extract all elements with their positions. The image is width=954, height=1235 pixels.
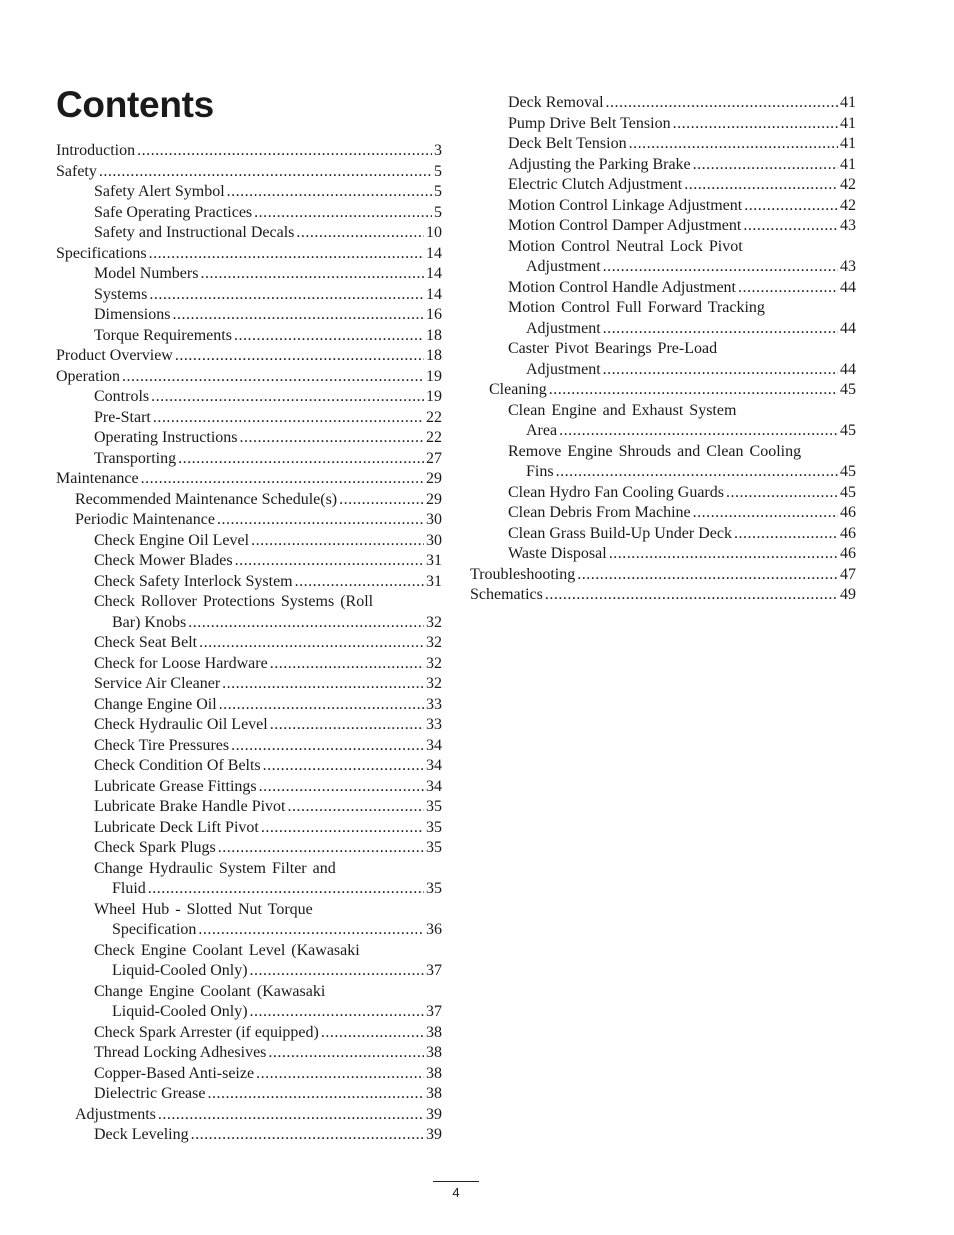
toc-entry-title: Safety and Instructional Decals (94, 224, 295, 241)
toc-entry-title[interactable]: Motion Control Neutral Lock Pivot (508, 237, 743, 255)
toc-page-number: 3 (434, 142, 442, 159)
toc-page-number: 37 (426, 962, 442, 979)
toc-entry-continuation: Liquid-Cooled Only) (112, 1003, 248, 1020)
toc-entry[interactable] (56, 490, 442, 511)
toc-entry[interactable] (56, 1084, 442, 1105)
toc-page-number: 49 (840, 586, 856, 603)
toc-entry-title: Change Engine Oil (94, 695, 217, 713)
toc-entry[interactable] (56, 531, 442, 552)
toc-page-number: 5 (434, 203, 442, 221)
toc-entry-title: Specifications (56, 244, 147, 262)
dot-leader (743, 216, 838, 237)
toc-entry-title: Electric Clutch Adjustment (508, 176, 683, 193)
dot-leader (693, 155, 838, 176)
toc-entry-title: Check Engine Oil Level (94, 531, 250, 549)
toc-page-number: 14 (426, 265, 442, 282)
toc-entry-title: Check Mower Blades (94, 552, 233, 569)
toc-entry-title: Dimensions (94, 306, 171, 323)
dot-leader (158, 1105, 424, 1126)
toc-entry-continuation: Area (526, 422, 558, 439)
dot-leader (263, 756, 424, 777)
toc-page-number: 22 (426, 408, 442, 426)
toc-entry-title: Check Seat Belt (94, 634, 198, 651)
toc-entry[interactable] (56, 777, 442, 798)
page-number: 4 (452, 1185, 460, 1200)
toc-entry[interactable] (56, 449, 442, 470)
toc-entry[interactable] (470, 565, 856, 586)
toc-page-number: 30 (426, 511, 442, 528)
toc-entry-title: Operation (56, 367, 120, 385)
dot-leader (296, 223, 424, 244)
toc-entry[interactable] (56, 367, 442, 388)
dot-leader (231, 736, 424, 757)
toc-entry[interactable] (470, 319, 856, 340)
dot-leader (295, 572, 424, 593)
dot-leader (603, 257, 838, 278)
dot-leader (99, 162, 432, 183)
toc-entry[interactable] (470, 175, 856, 196)
dot-leader (556, 462, 838, 483)
toc-entry-title[interactable]: Change Hydraulic System Filter and (94, 859, 336, 877)
toc-entry[interactable] (56, 654, 442, 675)
toc-entry-title[interactable]: Wheel Hub - Slotted Nut Torque (94, 900, 313, 918)
toc-entry[interactable] (56, 551, 442, 572)
toc-entry[interactable] (56, 1043, 442, 1064)
dot-leader (321, 1023, 424, 1044)
toc-page-number: 19 (426, 367, 442, 385)
toc-entry-title: Pump Drive Belt Tension (508, 114, 671, 132)
toc-entry[interactable] (470, 257, 856, 278)
toc-entry[interactable] (470, 524, 856, 545)
toc-entry[interactable] (56, 428, 442, 449)
toc-page-number: 37 (426, 1003, 442, 1020)
dot-leader (726, 483, 838, 504)
toc-entry[interactable] (56, 182, 442, 203)
dot-leader (738, 278, 838, 299)
toc-page-number: 42 (840, 176, 856, 193)
toc-entry-title: Safe Operating Practices (94, 203, 253, 221)
toc-page-number: 42 (840, 196, 856, 214)
toc-page-number: 44 (840, 278, 856, 296)
dot-leader (251, 531, 424, 552)
toc-entry-continuation: Fins (526, 463, 554, 480)
toc-entry-title: Recommended Maintenance Schedule(s) (75, 490, 338, 508)
toc-entry[interactable] (56, 408, 442, 429)
toc-entry[interactable] (470, 155, 856, 176)
toc-page-number: 29 (426, 490, 442, 508)
toc-entry[interactable] (56, 223, 442, 244)
toc-entry[interactable] (56, 203, 442, 224)
toc-entry-continuation: Specification (112, 921, 197, 938)
toc-page-number: 45 (840, 422, 856, 439)
dot-leader (673, 114, 838, 135)
toc-entry[interactable] (470, 462, 856, 483)
dot-leader (693, 503, 838, 524)
toc-entry-title: Lubricate Deck Lift Pivot (94, 818, 259, 836)
toc-page-number: 31 (426, 572, 442, 590)
toc-entry-title: Operating Instructions (94, 429, 238, 446)
dot-leader (270, 715, 424, 736)
toc-page-number: 45 (840, 463, 856, 480)
toc-entry[interactable] (470, 134, 856, 155)
toc-entry-title: Troubleshooting (470, 565, 576, 583)
dot-leader (270, 654, 424, 675)
dot-leader (250, 1002, 424, 1023)
toc-entry[interactable] (56, 633, 442, 654)
toc-entry-title[interactable]: Check Engine Coolant Level (Kawasaki (94, 941, 360, 959)
toc-entry[interactable] (56, 572, 442, 593)
dot-leader (222, 674, 424, 695)
toc-entry-title: Schematics (470, 586, 543, 603)
toc-entry[interactable] (56, 879, 442, 900)
toc-entry[interactable] (56, 510, 442, 531)
dot-leader (559, 421, 838, 442)
toc-entry[interactable] (56, 285, 442, 306)
toc-entry[interactable] (56, 818, 442, 839)
toc-entry[interactable] (56, 264, 442, 285)
toc-entry-title: Product Overview (56, 347, 173, 364)
toc-entry-title[interactable]: Change Engine Coolant (Kawasaki (94, 982, 326, 1000)
toc-page-number: 35 (426, 798, 442, 815)
toc-entry-title: Introduction (56, 142, 136, 159)
toc-entry-title: Check Tire Pressures (94, 736, 230, 754)
toc-entry-title[interactable]: Clean Engine and Exhaust System (508, 401, 737, 419)
toc-entry[interactable] (56, 141, 442, 162)
page-title: Contents (56, 84, 214, 125)
toc-entry[interactable] (470, 544, 856, 565)
toc-entry-title: Check Spark Arrester (if equipped) (94, 1023, 319, 1041)
toc-entry-title: Safety Alert Symbol (94, 183, 225, 200)
toc-page-number: 41 (840, 94, 856, 111)
toc-entry-title: Waste Disposal (508, 545, 607, 562)
toc-entry-title: Copper-Based Anti-seize (94, 1064, 255, 1082)
toc-entry[interactable] (470, 114, 856, 135)
toc-entry[interactable] (56, 162, 442, 183)
toc-page-number: 30 (426, 531, 442, 549)
toc-page-number: 33 (426, 695, 442, 713)
dot-leader (545, 585, 838, 606)
toc-entry[interactable] (470, 503, 856, 524)
toc-entry[interactable] (56, 961, 442, 982)
toc-entry-title: Motion Control Handle Adjustment (508, 278, 736, 296)
toc-entry-title: Adjusting the Parking Brake (508, 155, 691, 173)
toc-page-number: 47 (840, 565, 856, 583)
toc-entry[interactable] (56, 244, 442, 265)
toc-entry[interactable] (56, 1105, 442, 1126)
toc-entry[interactable] (470, 196, 856, 217)
toc-page-number: 18 (426, 326, 442, 344)
dot-leader (200, 264, 424, 285)
dot-leader (172, 305, 424, 326)
toc-entry[interactable] (470, 93, 856, 114)
toc-column-left (56, 141, 442, 1146)
toc-entry-title[interactable]: Caster Pivot Bearings Pre-Load (508, 340, 718, 357)
toc-entry[interactable] (470, 585, 856, 606)
toc-page-number: 34 (426, 777, 442, 795)
toc-entry[interactable] (56, 736, 442, 757)
toc-page-number: 45 (840, 483, 856, 501)
toc-entry[interactable] (56, 613, 442, 634)
toc-entry-title: Deck Belt Tension (508, 135, 627, 152)
toc-entry-title: Transporting (94, 449, 177, 467)
toc-entry[interactable] (56, 305, 442, 326)
dot-leader (606, 93, 838, 114)
toc-entry[interactable] (56, 387, 442, 408)
toc-page-number: 38 (426, 1085, 442, 1102)
toc-page-number: 46 (840, 504, 856, 521)
dot-leader (629, 134, 838, 155)
toc-entry-title: Systems (94, 285, 148, 303)
toc-page-number: 19 (426, 388, 442, 405)
toc-entry-title: Check Hydraulic Oil Level (94, 716, 268, 733)
toc-entry[interactable] (56, 838, 442, 859)
toc-entry-title: Dielectric Grease (94, 1085, 206, 1102)
dot-leader (288, 797, 425, 818)
toc-page-number: 44 (840, 319, 856, 337)
toc-entry-title: Torque Requirements (94, 326, 232, 344)
toc-page-number: 33 (426, 716, 442, 733)
toc-entry-title: Safety (56, 162, 97, 180)
toc-page-number: 36 (426, 921, 442, 938)
toc-page-number: 38 (426, 1044, 442, 1061)
toc-page-number: 35 (426, 839, 442, 856)
dot-leader (217, 510, 424, 531)
toc-entry-title[interactable]: Motion Control Full Forward Tracking (508, 299, 765, 316)
toc-page-number: 18 (426, 347, 442, 364)
toc-entry-title: Check Safety Interlock System (94, 572, 293, 590)
toc-entry[interactable] (56, 695, 442, 716)
toc-entry-title: Adjustments (75, 1105, 156, 1123)
toc-page-number: 39 (426, 1126, 442, 1143)
toc-page-number: 29 (426, 470, 442, 487)
toc-page-number: 32 (426, 654, 442, 672)
toc-page-number: 43 (840, 258, 856, 275)
toc-page-number: 41 (840, 135, 856, 152)
dot-leader (227, 182, 432, 203)
dot-leader (191, 1125, 424, 1146)
toc-entry-title: Motion Control Damper Adjustment (508, 217, 742, 234)
toc-entry-title: Clean Grass Build-Up Under Deck (508, 524, 732, 542)
toc-page-number: 38 (426, 1023, 442, 1041)
toc-page-number: 16 (426, 306, 442, 323)
dot-leader (339, 490, 424, 511)
dot-leader (250, 961, 424, 982)
toc-page-number: 39 (426, 1105, 442, 1123)
dot-leader (744, 196, 838, 217)
dot-leader (256, 1064, 424, 1085)
toc-entry[interactable] (470, 278, 856, 299)
toc-page-number: 32 (426, 675, 442, 692)
toc-entry-title: Lubricate Grease Fittings (94, 777, 257, 795)
toc-entry[interactable] (56, 920, 442, 941)
toc-entry[interactable] (470, 483, 856, 504)
toc-page-number: 32 (426, 613, 442, 631)
toc-entry-title: Cleaning (489, 381, 547, 398)
toc-entry[interactable] (470, 360, 856, 381)
toc-entry[interactable] (470, 421, 856, 442)
toc-entry-continuation: Bar) Knobs (112, 613, 187, 631)
dot-leader (207, 1084, 424, 1105)
dot-leader (603, 360, 838, 381)
toc-entry-title: Controls (94, 388, 150, 405)
toc-entry-title: Check Condition Of Belts (94, 757, 261, 774)
toc-page-number: 14 (426, 244, 442, 262)
dot-leader (603, 319, 838, 340)
dot-leader (137, 141, 432, 162)
toc-entry-title: Deck Removal (508, 94, 604, 111)
toc-entry-title: Periodic Maintenance (75, 511, 215, 528)
dot-leader (148, 879, 424, 900)
toc-page-number: 46 (840, 524, 856, 542)
dot-leader (609, 544, 838, 565)
toc-page-number: 31 (426, 552, 442, 569)
toc-page-number: 35 (426, 818, 442, 836)
dot-leader (261, 818, 424, 839)
toc-entry-title: Check for Loose Hardware (94, 654, 268, 672)
toc-entry-title: Motion Control Linkage Adjustment (508, 196, 743, 214)
toc-page-number: 46 (840, 545, 856, 562)
dot-leader (219, 695, 424, 716)
dot-leader (149, 244, 424, 265)
toc-page-number: 44 (840, 360, 856, 378)
toc-entry-title: Maintenance (56, 470, 139, 487)
toc-entry-title: Clean Debris From Machine (508, 504, 691, 521)
toc-entry-continuation: Adjustment (526, 360, 601, 378)
toc-entry[interactable] (470, 380, 856, 401)
dot-leader (577, 565, 838, 586)
toc-page-number: 10 (426, 224, 442, 241)
dot-leader (153, 408, 424, 429)
toc-entry[interactable] (56, 756, 442, 777)
dot-leader (149, 285, 424, 306)
toc-entry[interactable] (470, 216, 856, 237)
toc-entry[interactable] (56, 469, 442, 490)
toc-entry[interactable] (56, 1023, 442, 1044)
toc-page-number: 41 (840, 114, 856, 132)
toc-entry[interactable] (56, 1125, 442, 1146)
toc-entry-title: Clean Hydro Fan Cooling Guards (508, 483, 724, 501)
toc-entry-title: Check Spark Plugs (94, 839, 216, 856)
toc-entry[interactable] (56, 1064, 442, 1085)
toc-entry-title: Model Numbers (94, 265, 199, 282)
toc-page-number: 34 (426, 757, 442, 774)
dot-leader (549, 380, 838, 401)
dot-leader (254, 203, 432, 224)
toc-page-number: 43 (840, 217, 856, 234)
toc-entry-title: Thread Locking Adhesives (94, 1044, 267, 1061)
toc-page-number: 45 (840, 381, 856, 398)
dot-leader (175, 346, 424, 367)
toc-entry[interactable] (56, 1002, 442, 1023)
toc-column-right (470, 93, 856, 606)
dot-leader (240, 428, 424, 449)
toc-entry[interactable] (56, 326, 442, 347)
toc-entry-continuation: Liquid-Cooled Only) (112, 962, 248, 979)
toc-entry[interactable] (56, 346, 442, 367)
dot-leader (684, 175, 838, 196)
dot-leader (268, 1043, 424, 1064)
dot-leader (199, 633, 424, 654)
toc-page-number: 38 (426, 1064, 442, 1082)
toc-entry[interactable] (56, 715, 442, 736)
toc-entry-title: Pre-Start (94, 408, 151, 426)
toc-entry-title: Service Air Cleaner (94, 675, 221, 692)
toc-page-number: 14 (426, 285, 442, 303)
toc-page-number: 41 (840, 155, 856, 173)
toc-page-number: 5 (434, 162, 442, 180)
toc-page-number: 22 (426, 429, 442, 446)
toc-entry[interactable] (56, 674, 442, 695)
toc-entry-title: Lubricate Brake Handle Pivot (94, 798, 286, 815)
toc-page-number: 5 (434, 183, 442, 200)
dot-leader (734, 524, 838, 545)
toc-page-number: 35 (426, 880, 442, 897)
dot-leader (141, 469, 424, 490)
footer-rule (433, 1181, 479, 1182)
toc-entry-continuation: Adjustment (526, 319, 601, 337)
dot-leader (188, 613, 424, 634)
toc-page-number: 34 (426, 736, 442, 754)
dot-leader (259, 777, 424, 798)
dot-leader (234, 326, 424, 347)
dot-leader (198, 920, 424, 941)
dot-leader (178, 449, 424, 470)
dot-leader (151, 387, 424, 408)
dot-leader (235, 551, 424, 572)
toc-page-number: 32 (426, 634, 442, 651)
toc-entry-title[interactable]: Remove Engine Shrouds and Clean Cooling (508, 442, 802, 460)
toc-entry-title: Deck Leveling (94, 1126, 189, 1143)
toc-page-number: 27 (426, 449, 442, 467)
toc-entry[interactable] (56, 797, 442, 818)
dot-leader (122, 367, 424, 388)
toc-entry-continuation: Adjustment (526, 258, 601, 275)
dot-leader (218, 838, 424, 859)
toc-entry-continuation: Fluid (112, 880, 146, 897)
toc-entry-title[interactable]: Check Rollover Protections Systems (Roll (94, 593, 374, 610)
